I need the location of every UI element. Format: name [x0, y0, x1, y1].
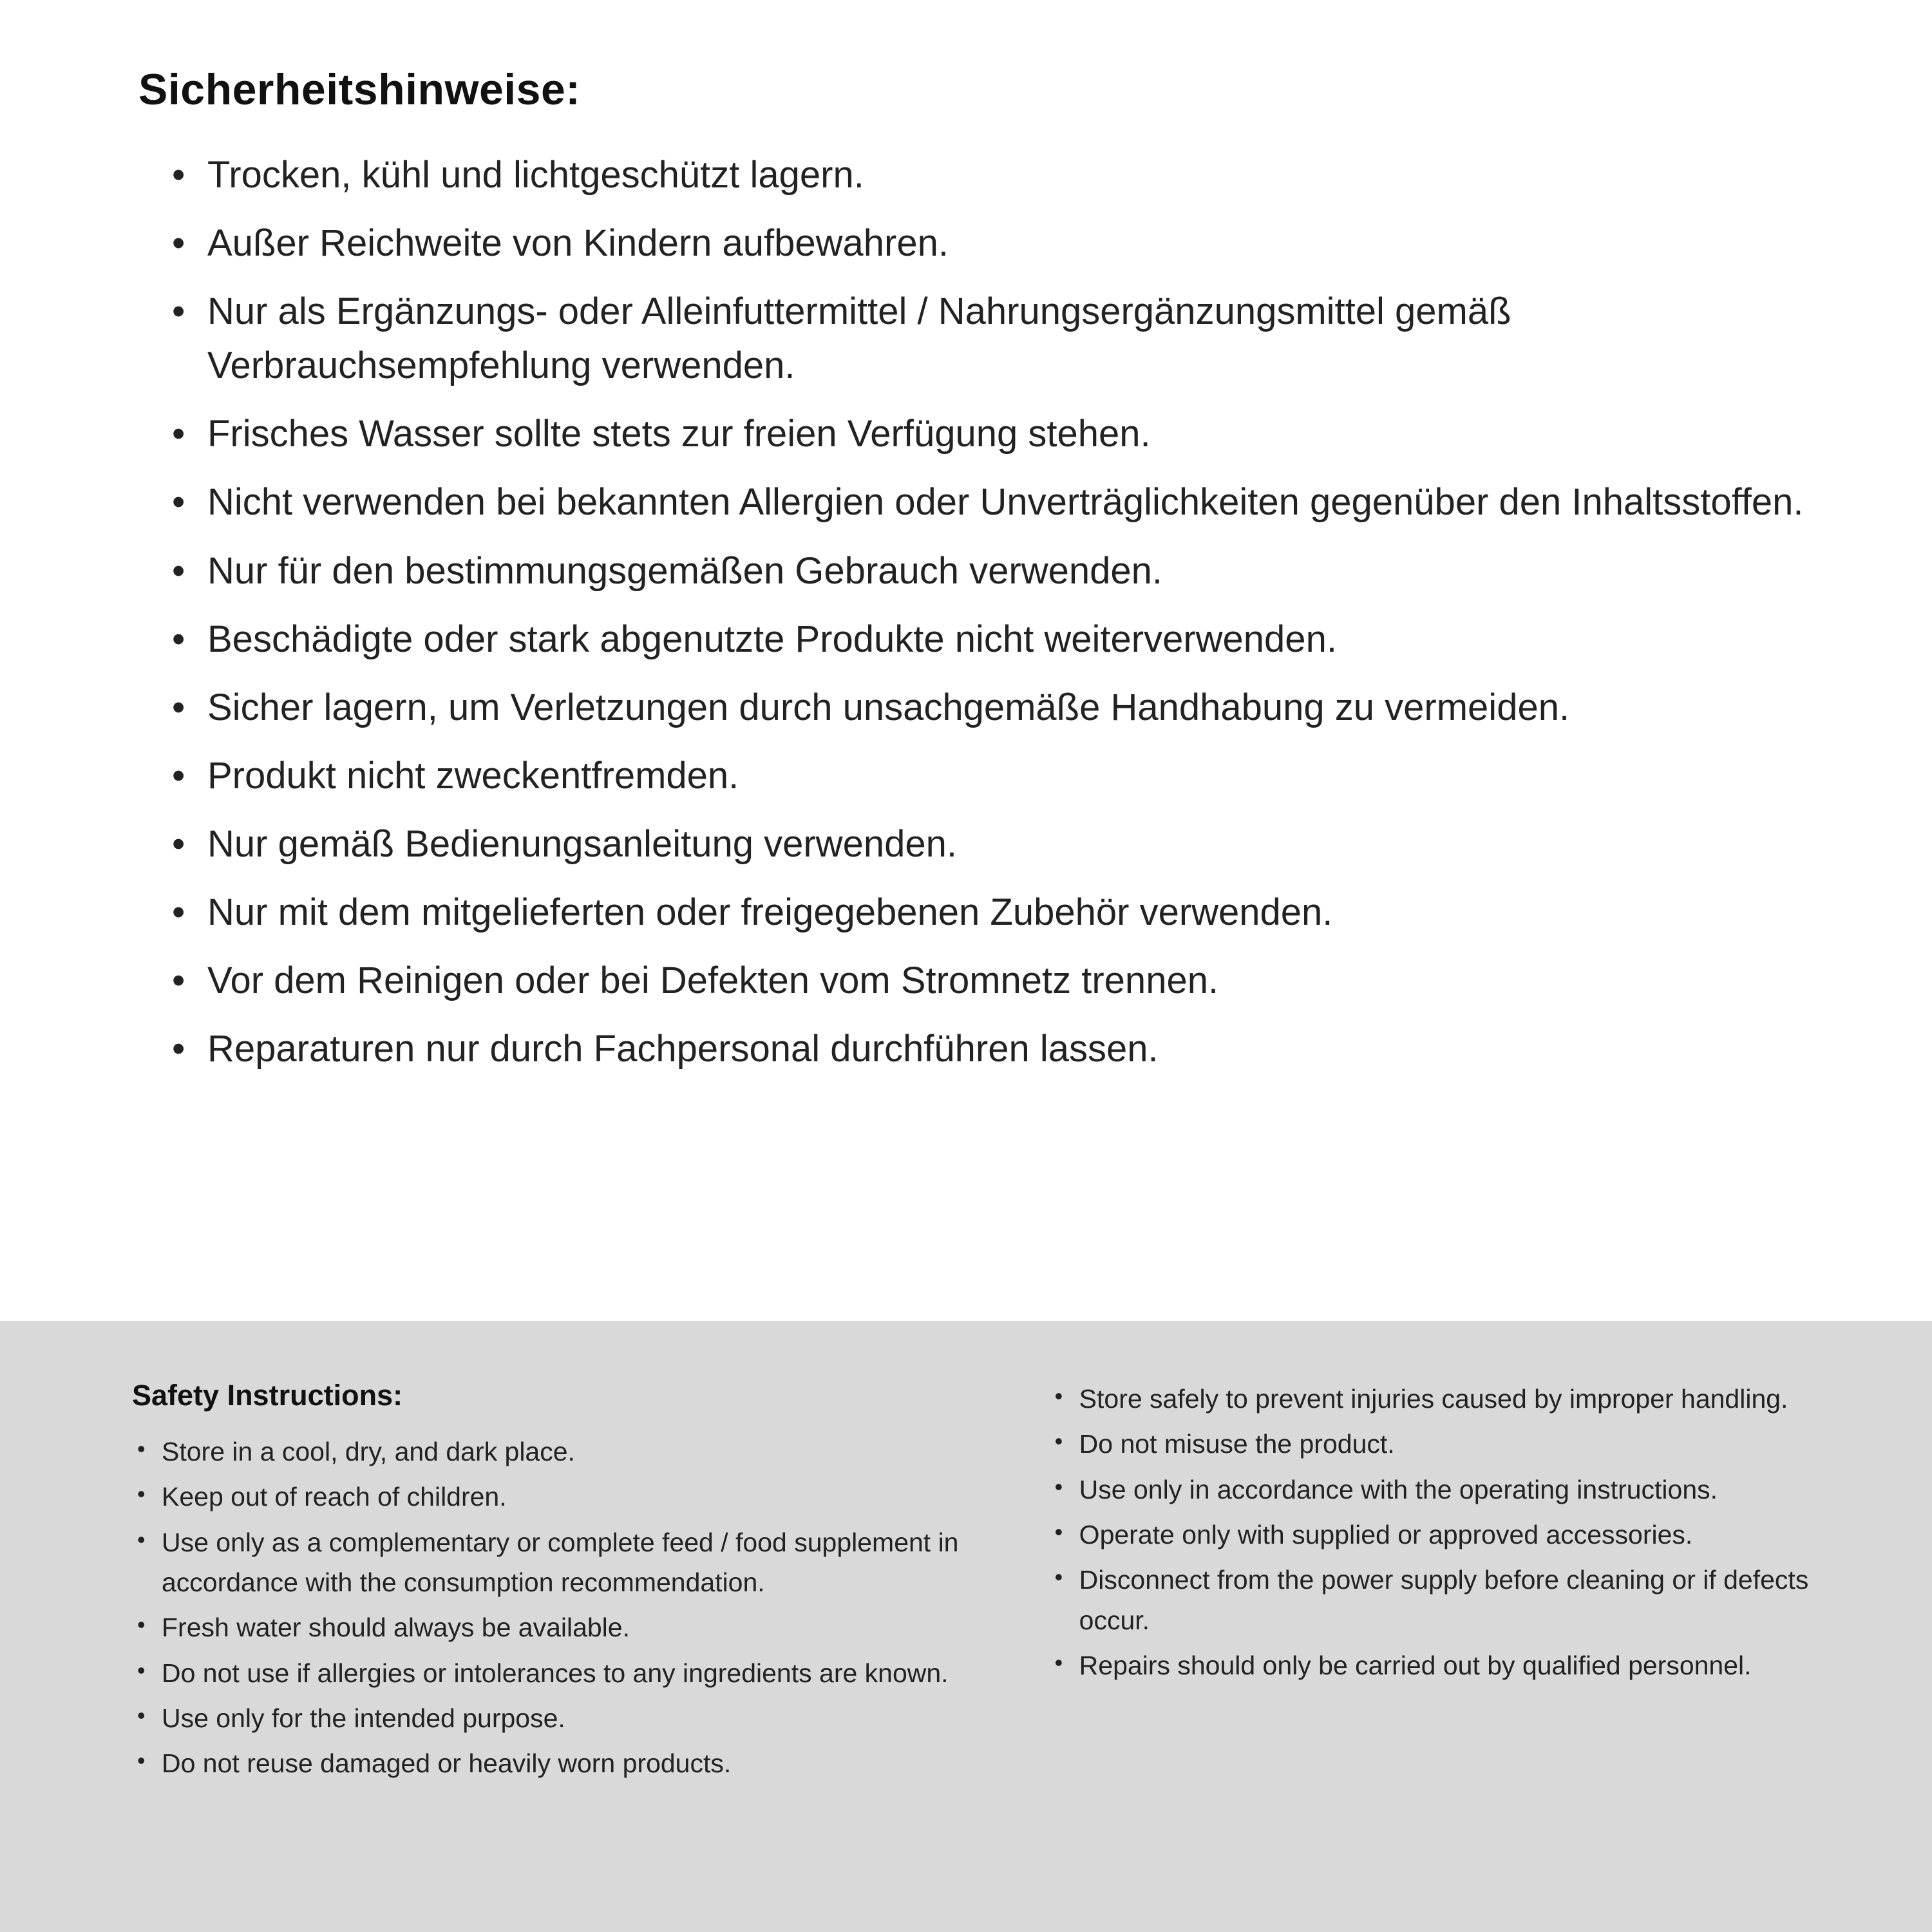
list-item: • Reparaturen nur durch Fachpersonal durchführen lassen.: [138, 1022, 1826, 1076]
german-section-heading: Sicherheitshinweise:: [138, 65, 581, 114]
list-item: • Nur mit dem mitgelieferten oder freigegebenen Zubehör verwenden.: [138, 886, 1826, 940]
list-item: • Store safely to prevent injuries caused by improper handling.: [1050, 1379, 1842, 1419]
list-item: • Beschädigte oder stark abgenutzte Produkte nicht weiterverwenden.: [138, 612, 1826, 667]
list-item: • Keep out of reach of children.: [132, 1477, 969, 1517]
german-safety-list: [138, 148, 1826, 1076]
list-item: • Use only as a complementary or complete feed / food supplement in accordance with the consumption recommendation.: [132, 1522, 969, 1603]
list-item: • Do not misuse the product.: [1050, 1424, 1842, 1464]
list-item: • Außer Reichweite von Kindern aufbewahren.: [138, 216, 1826, 270]
list-item: • Nur als Ergänzungs- oder Alleinfuttermittel / Nahrungsergänzungsmittel gemäß Verbrauchsempfehlung verwenden.: [138, 285, 1826, 393]
list-item: • Nicht verwenden bei bekannten Allergien oder Unverträglichkeiten gegenüber den Inhaltsstoffen.: [138, 475, 1826, 529]
list-item: • Do not reuse damaged or heavily worn products.: [132, 1743, 969, 1783]
english-right-column: [1050, 1379, 1842, 1690]
list-item: • Nur für den bestimmungsgemäßen Gebrauch verwenden.: [138, 544, 1826, 598]
list-item: • Operate only with supplied or approved accessories.: [1050, 1515, 1842, 1555]
english-section-heading: Safety Instructions:: [132, 1379, 403, 1412]
list-item: • Sicher lagern, um Verletzungen durch unsachgemäße Handhabung zu vermeiden.: [138, 681, 1826, 735]
english-left-column: [132, 1379, 969, 1789]
list-item: • Produkt nicht zweckentfremden.: [138, 749, 1826, 803]
list-item: • Nur gemäß Bedienungsanleitung verwenden.: [138, 817, 1826, 871]
english-safety-list-left: [132, 1432, 969, 1784]
list-item: • Do not use if allergies or intolerances to any ingredients are known.: [132, 1653, 969, 1693]
english-safety-section: [0, 1321, 1932, 1932]
list-item: • Use only for the intended purpose.: [132, 1698, 969, 1738]
list-item: • Frisches Wasser sollte stets zur freien Verfügung stehen.: [138, 407, 1826, 461]
list-item: • Trocken, kühl und lichtgeschützt lagern.: [138, 148, 1826, 202]
list-item: • Use only in accordance with the operating instructions.: [1050, 1470, 1842, 1510]
list-item: • Vor dem Reinigen oder bei Defekten vom Stromnetz trennen.: [138, 954, 1826, 1008]
list-item: • Disconnect from the power supply before cleaning or if defects occur.: [1050, 1560, 1842, 1640]
list-item: • Repairs should only be carried out by qualified personnel.: [1050, 1645, 1842, 1685]
english-safety-list-right: [1050, 1379, 1842, 1685]
list-item: • Fresh water should always be available.: [132, 1607, 969, 1647]
list-item: • Store in a cool, dry, and dark place.: [132, 1432, 969, 1472]
